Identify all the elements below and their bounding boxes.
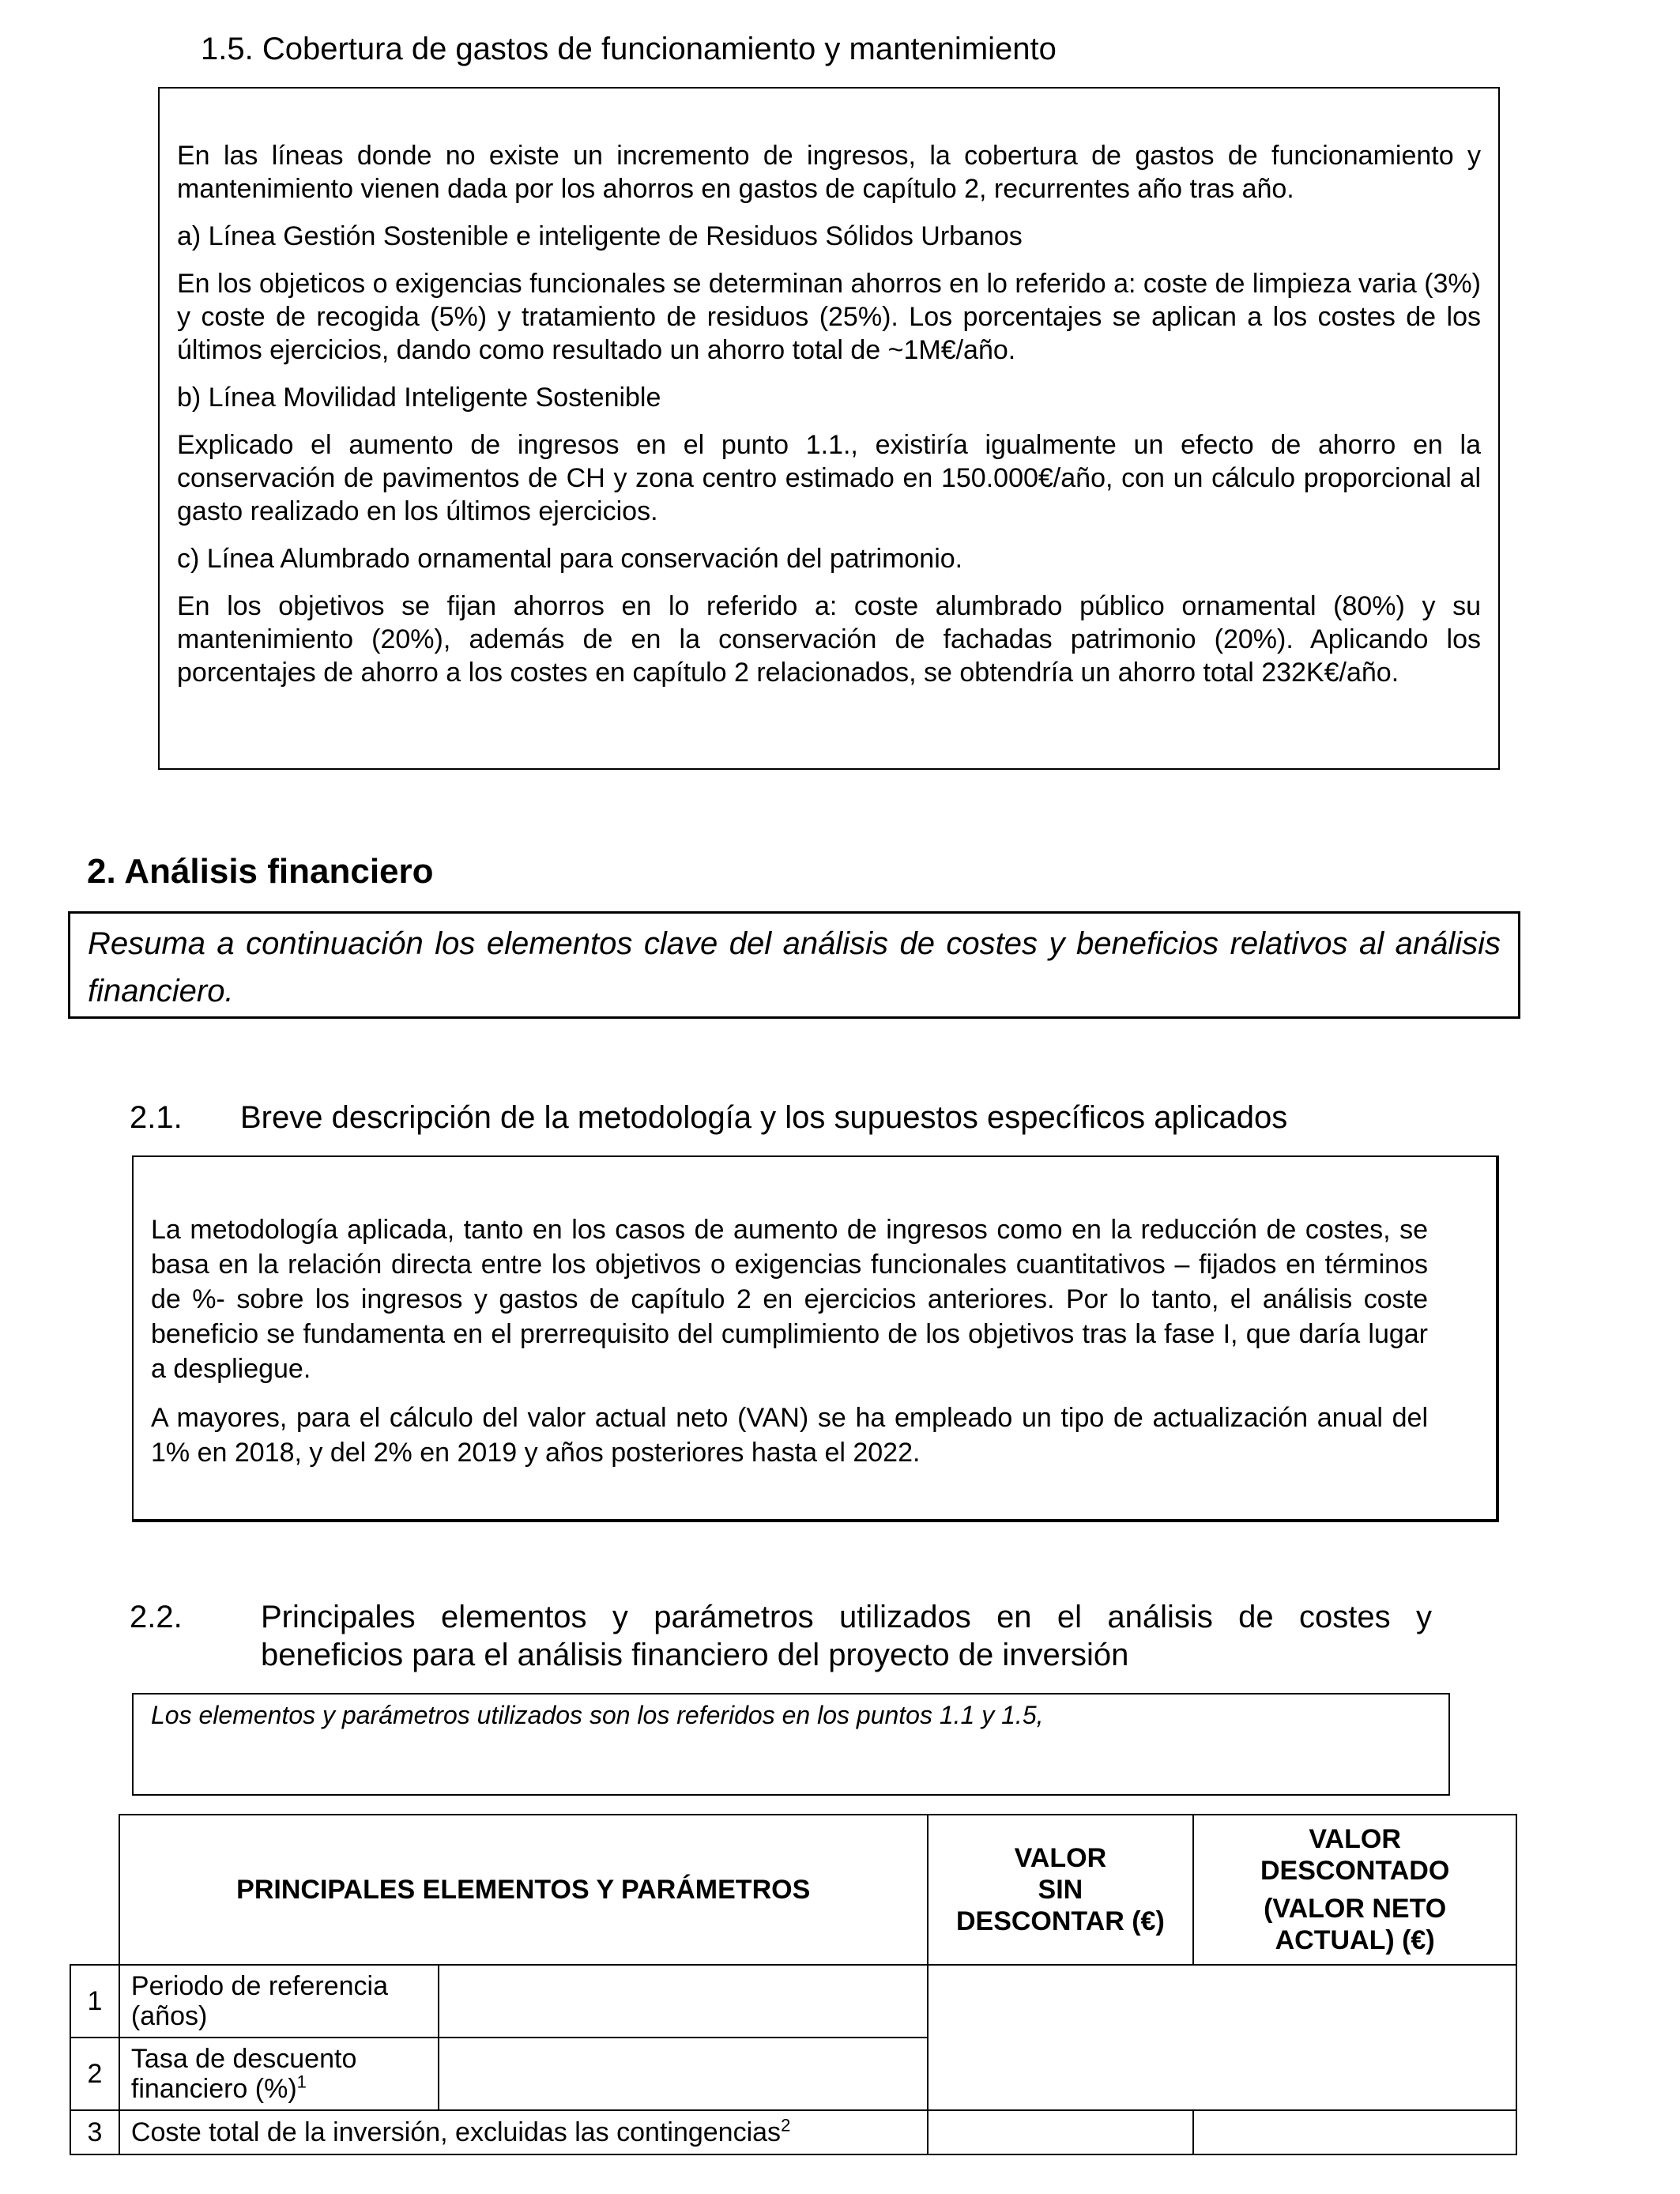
row-label xyxy=(119,2038,439,2110)
section-2-2-title-line2: beneficios para el análisis financiero del proyecto de inversión xyxy=(261,1638,1129,1672)
section-2-2-number: 2.2. xyxy=(130,1600,183,1634)
header-undiscounted xyxy=(928,1815,1194,1965)
row-label-text: financiero (%) xyxy=(130,2074,297,2104)
section-2-2-note-box xyxy=(132,1693,1450,1796)
header-line: VALOR xyxy=(1014,1843,1107,1873)
instruction-text: Resuma a continuación los elementos clave del análisis de costes y beneficios relativos al análisis financiero. xyxy=(88,926,1501,1008)
paragraph: Explicado el aumento de ingresos en el punto 1.1., existiría igualmente un efecto de ahorro en la conservación de pavimentos de CH y zona centro estimado en 150.000€/año, con un cálculo proporcional al gasto realizado en los últimos ejercicios. xyxy=(177,430,1481,526)
value-undiscounted-cell[interactable] xyxy=(928,2110,1194,2154)
paragraph: La metodología aplicada, tanto en los casos de aumento de ingresos como en la reducción de costes, se basa en la relación directa entre los objetivos o exigencias funcionales cuantitativos – fijados en términos de %- sobre los ingresos y gastos de capítulo 2 en ejercicios anteriores. Por lo tanto, el análisis coste beneficio se fundamenta en el prerrequisito del cumplimiento de los objetivos tras la fase I, que daría lugar a despliegue. xyxy=(151,1215,1428,1384)
row-number: 1 xyxy=(70,1965,119,2038)
row-label-line: (años) xyxy=(130,2001,208,2031)
header-line: VALOR xyxy=(1309,1824,1401,1854)
paragraph: En las líneas donde no existe un incremento de ingresos, la cobertura de gastos de funcionamiento y mantenimiento vienen dada por los ahorros en gastos de capítulo 2, recurrentes año tras año. xyxy=(177,141,1481,204)
header-elements xyxy=(119,1815,928,1965)
row-value-cell[interactable] xyxy=(439,2038,928,2110)
header-line: (VALOR NETO xyxy=(1264,1894,1447,1924)
header-discounted xyxy=(1193,1815,1516,1965)
row-label-line xyxy=(130,2071,438,2104)
empty-corner-cell xyxy=(70,1815,119,1965)
section-2-instruction-box xyxy=(68,911,1520,1019)
paragraph: A mayores, para el cálculo del valor actual neto (VAN) se ha empleado un tipo de actualización anual del 1% en 2018, y del 2% en 2019 y años posteriores hasta el 2022. xyxy=(151,1403,1428,1468)
paragraph: c) Línea Alumbrado ornamental para conservación del patrimonio. xyxy=(177,544,963,574)
header-line: DESCONTAR (€) xyxy=(955,1906,1165,1936)
row-label-line: Tasa de descuento xyxy=(130,2044,357,2074)
header-line: DESCONTADO xyxy=(1260,1856,1450,1886)
row-label xyxy=(119,2110,928,2154)
section-2-2-title-line1: Principales elementos y parámetros utilizados en el análisis de costes y xyxy=(261,1600,1432,1634)
row-value-cell[interactable] xyxy=(439,1965,928,2038)
section-2-1-number: 2.1. xyxy=(130,1100,183,1135)
table-row xyxy=(70,2110,1516,2154)
row-number: 2 xyxy=(70,2038,119,2110)
header-line: ACTUAL) (€) xyxy=(1275,1925,1435,1955)
footnote-marker: 2 xyxy=(781,2115,791,2136)
header-line: SIN xyxy=(1038,1875,1083,1905)
row-number: 3 xyxy=(70,2110,119,2154)
paragraph: a) Línea Gestión Sostenible e inteligente de Residuos Sólidos Urbanos xyxy=(177,221,1023,251)
section-2-heading: 2. Análisis financiero xyxy=(87,852,434,891)
merged-empty-cell xyxy=(928,1965,1517,2110)
section-2-1-title: Breve descripción de la metodología y los supuestos específicos aplicados xyxy=(240,1100,1288,1135)
paragraph: En los objetivos se fijan ahorros en lo referido a: coste alumbrado público ornamental (80%) y su mantenimiento (20%), además de en la conservación de fachadas patrimonio (20%). Aplicando los porcentajes de ahorro a los costes en capítulo 2 relacionados, se obtendría un ahorro total 232K€/año. xyxy=(177,591,1481,688)
section-2-1-box xyxy=(132,1155,1499,1522)
table-row xyxy=(70,1965,1516,2038)
paragraph: b) Línea Movilidad Inteligente Sostenible xyxy=(177,383,661,413)
table-header-row xyxy=(70,1815,1516,1965)
section-1-5-box xyxy=(158,87,1500,770)
row-label xyxy=(119,1965,439,2038)
header-elements-label: PRINCIPALES ELEMENTOS Y PARÁMETROS xyxy=(236,1875,811,1905)
value-discounted-cell[interactable] xyxy=(1193,2110,1516,2154)
footnote-marker: 1 xyxy=(296,2071,307,2092)
section-1-5-heading: 1.5. Cobertura de gastos de funcionamiento y mantenimiento xyxy=(201,32,1057,66)
parameters-table xyxy=(70,1814,1517,2155)
row-label-text: Coste total de la inversión, excluidas las contingencias xyxy=(130,2117,782,2147)
note-text: Los elementos y parámetros utilizados son los referidos en los puntos 1.1 y 1.5, xyxy=(151,1701,1044,1729)
paragraph: En los objeticos o exigencias funcionales se determinan ahorros en lo referido a: coste de limpieza varia (3%) y coste de recogida (5%) y tratamiento de residuos (25%). Los porcentajes se aplican a los costes de los últimos ejercicios, dando como resultado un ahorro total de ~1M€/año. xyxy=(177,269,1481,365)
row-label-line: Periodo de referencia xyxy=(130,1971,389,2001)
